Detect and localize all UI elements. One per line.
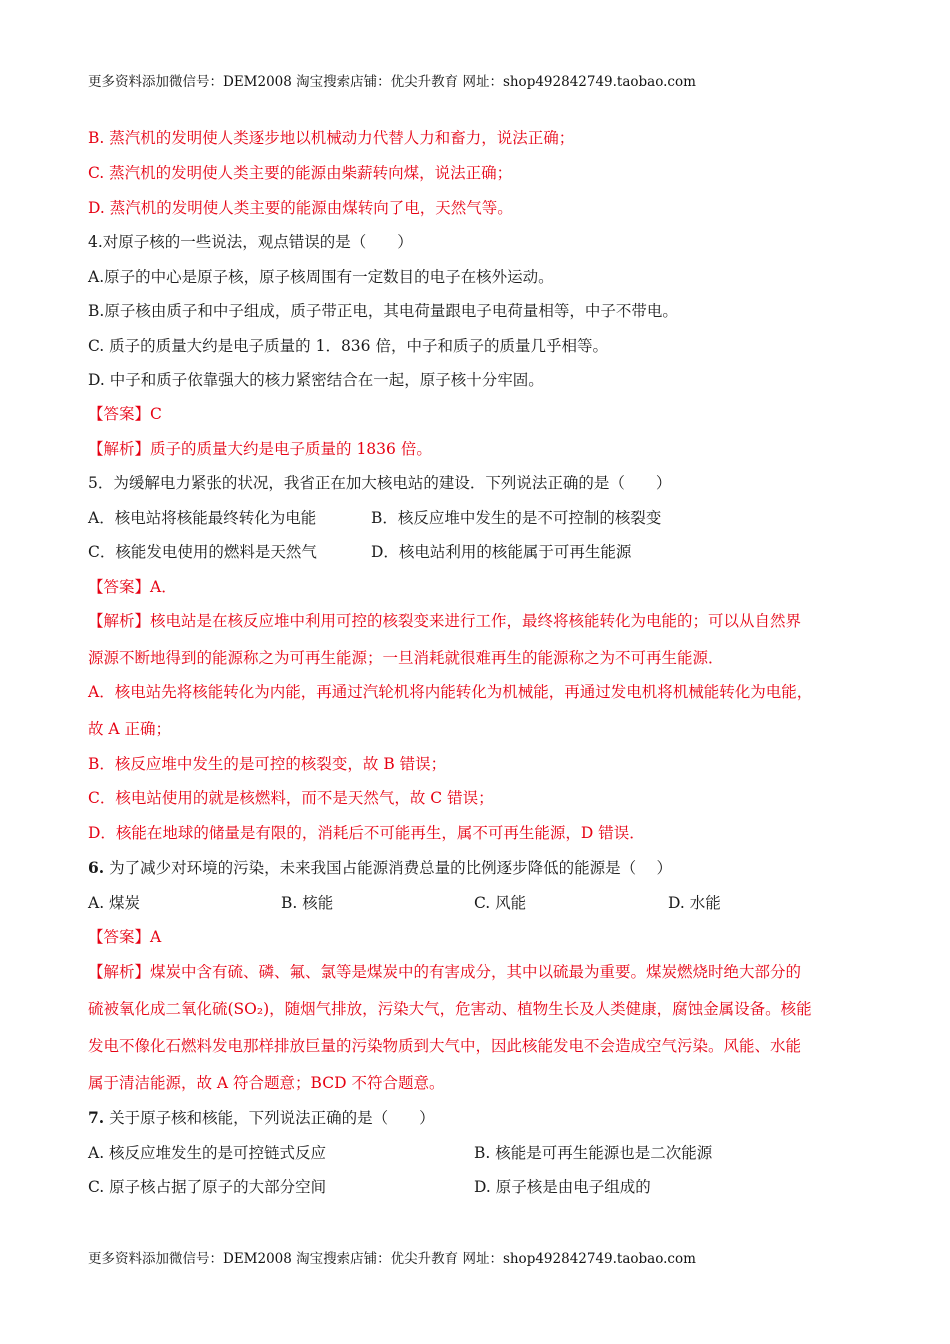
- q6-option-a: A. 煤炭: [88, 894, 141, 912]
- analysis-tag: 【解析】: [88, 963, 151, 981]
- q6-analysis-line-3: 发电不像化石燃料发电那样排放巨量的污染物质到大气中，因此核能发电不会造成空气污染。风能、水能: [88, 1037, 802, 1055]
- q5-analysis-line-3: A．核电站先将核能转化为内能，再通过汽轮机将内能转化为机械能，再通过发电机将机械能转化为电能，: [88, 683, 813, 701]
- q4-option-c: C. 质子的质量大约是电子质量的 1．836 倍，中子和质子的质量几乎相等。: [88, 337, 608, 355]
- q5-analysis-line-2: 源源不断地得到的能源称之为可再生能源；一旦消耗就很难再生的能源称之为不可再生能源．: [88, 649, 724, 667]
- q6-analysis-line-4: 属于清洁能源，故 A 符合题意；BCD 不符合题意。: [88, 1074, 445, 1092]
- q6-number: 6.: [88, 858, 105, 877]
- q6-analysis-line-1: [88, 962, 801, 982]
- q4-option-d: D. 中子和质子依靠强大的核力紧密结合在一起，原子核十分牢固。: [88, 371, 544, 389]
- q6-answer: [88, 927, 161, 947]
- q6-option-b: B. 核能: [281, 894, 334, 912]
- q7-option-c: C. 原子核占据了原子的大部分空间: [88, 1178, 327, 1196]
- q5-analysis-line-5: B．核反应堆中发生的是可控的核裂变，故 B 错误；: [88, 755, 447, 773]
- q5-answer: [88, 577, 177, 597]
- q7-number: 7.: [88, 1108, 105, 1127]
- page-header: 更多资料添加微信号：DEM2008 淘宝搜索店铺：优尖升教育 网址：shop492842749.taobao.com: [88, 74, 696, 90]
- analysis-tag: 【解析】: [88, 440, 151, 458]
- q5-analysis-line-1: [88, 611, 801, 631]
- analysis-text: 核电站是在核反应堆中利用可控的核裂变来进行工作，最终将核能转化为电能的；可以从自然界: [150, 612, 802, 630]
- q6-stem: [88, 858, 672, 878]
- q4-stem: 4.对原子核的一些说法，观点错误的是（ ）: [88, 233, 413, 251]
- q7-option-b: B. 核能是可再生能源也是二次能源: [474, 1144, 713, 1162]
- answer-value: A: [150, 928, 162, 946]
- q4-analysis: [88, 439, 432, 459]
- q5-analysis-line-4: 故 A 正确；: [88, 720, 172, 738]
- q4-option-a: A.原子的中心是原子核，原子核周围有一定数目的电子在核外运动。: [88, 268, 554, 286]
- q4-option-b: B.原子核由质子和中子组成，质子带正电，其电荷量跟电子电荷量相等，中子不带电。: [88, 302, 678, 320]
- q6-stem-text: 为了减少对环境的污染，未来我国占能源消费总量的比例逐步降低的能源是（ ）: [104, 859, 673, 877]
- carryover-option-b: B. 蒸汽机的发明使人类逐步地以机械动力代替人力和畜力，说法正确；: [88, 129, 575, 147]
- q5-option-c: C．核能发电使用的燃料是天然气: [88, 543, 317, 561]
- q7-stem: [88, 1108, 435, 1128]
- page-footer: 更多资料添加微信号：DEM2008 淘宝搜索店铺：优尖升教育 网址：shop492842749.taobao.com: [88, 1251, 696, 1267]
- answer-value: A．: [150, 578, 177, 596]
- q5-option-a: A．核电站将核能最终转化为电能: [88, 509, 317, 527]
- q6-option-d: D. 水能: [668, 894, 721, 912]
- q5-analysis-line-6: C．核电站使用的就是核燃料，而不是天然气，故 C 错误；: [88, 789, 494, 807]
- answer-tag: 【答案】: [88, 578, 151, 596]
- q5-stem: 5．为缓解电力紧张的状况，我省正在加大核电站的建设．下列说法正确的是（ ）: [88, 474, 672, 492]
- q7-option-a: A. 核反应堆发生的是可控链式反应: [88, 1144, 327, 1162]
- analysis-text: 煤炭中含有硫、磷、氟、氯等是煤炭中的有害成分，其中以硫最为重要。煤炭燃烧时绝大部分的: [150, 963, 802, 981]
- q6-analysis-line-2: 硫被氧化成二氧化硫(SO₂)，随烟气排放，污染大气，危害动、植物生长及人类健康，腐蚀金属设备。核能: [88, 1000, 812, 1018]
- answer-value: C: [150, 405, 162, 423]
- q5-option-d: D．核电站利用的核能属于可再生能源: [371, 543, 632, 561]
- q6-option-c: C. 风能: [474, 894, 527, 912]
- answer-tag: 【答案】: [88, 928, 151, 946]
- carryover-option-c: C. 蒸汽机的发明使人类主要的能源由柴薪转向煤，说法正确；: [88, 164, 513, 182]
- q5-option-b: B．核反应堆中发生的是不可控制的核裂变: [371, 509, 662, 527]
- q5-analysis-line-7: D．核能在地球的储量是有限的，消耗后不可能再生，属不可再生能源，D 错误．: [88, 824, 645, 842]
- analysis-tag: 【解析】: [88, 612, 151, 630]
- analysis-text: 质子的质量大约是电子质量的 1836 倍。: [150, 440, 432, 458]
- carryover-option-d: D. 蒸汽机的发明使人类主要的能源由煤转向了电，天然气等。: [88, 199, 513, 217]
- q7-option-d: D. 原子核是由电子组成的: [474, 1178, 651, 1196]
- answer-tag: 【答案】: [88, 405, 151, 423]
- q7-stem-text: 关于原子核和核能，下列说法正确的是（ ）: [104, 1109, 435, 1127]
- q4-answer: [88, 404, 162, 424]
